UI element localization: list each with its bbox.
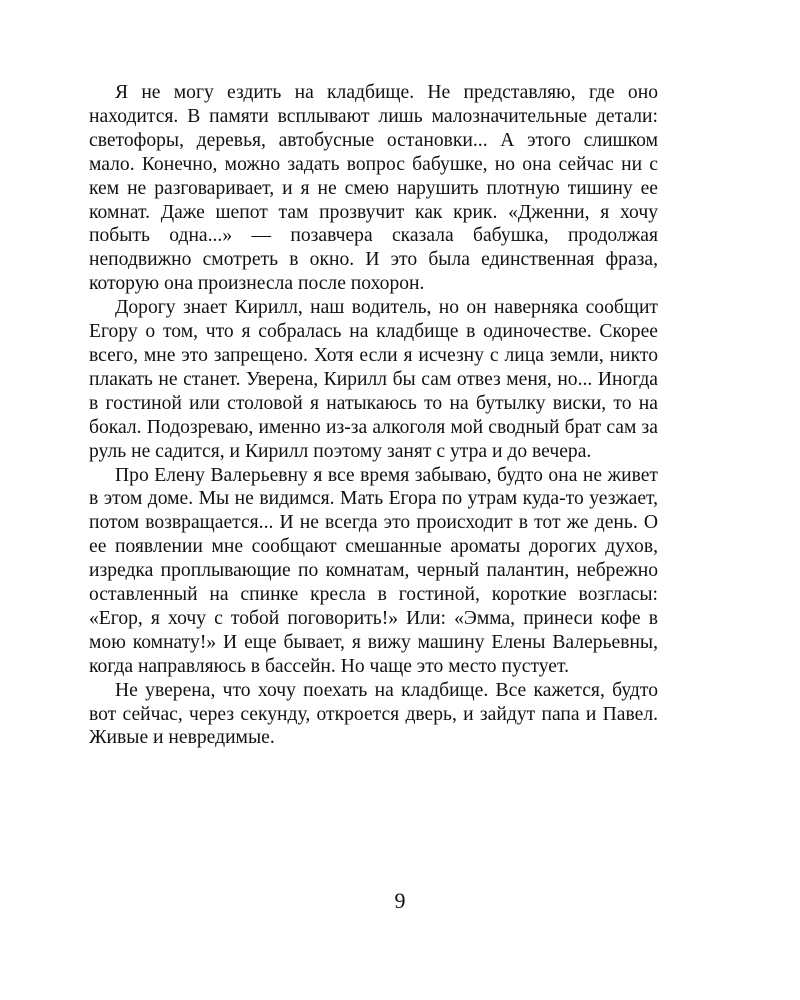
paragraph-2: Дорогу знает Кирилл, наш водитель, но он наверняка сообщит Егору о том, что я собралась на кладбище в одиночестве. Скорее всего, мне это запрещено. Хотя если я исчезну с лица земли, никто плакать не станет. Уверена, Кирилл бы сам отвез меня, но... Иногда в гостиной или столовой я натыкаюсь то на бутылку виски, то на бокал. Подозреваю, именно из-за алкоголя мой сводный брат сам за руль не садится, и Кирилл поэтому занят с утра и до вечера.	[89, 297, 658, 462]
page-number: 9	[394, 888, 406, 913]
paragraph-3: Про Елену Валерьевну я все время забываю, будто она не живет в этом доме. Мы не видимся. Мать Егора по утрам куда-то уезжает, потом возвращается... И не всегда это происходит в тот же день. О ее появлении мне сообщают смешанные ароматы дорогих духов, изредка проплывающие по комнатам, черный палантин, небрежно оставленный на спинке кресла в гостиной, короткие возгласы: «Егор, я хочу с тобой поговорить!» Или: «Эмма, принеси кофе в мою комнату!» И еще бывает, я вижу машину Елены Валерьевны, когда направляюсь в бассейн. Но чаще это место пустует.	[89, 464, 658, 677]
paragraph-1: Я не могу ездить на кладбище. Не представляю, где оно находится. В памяти всплывают лишь малозначительные детали: светофоры, деревья, автобусные остановки... А этого слишком мало. Конечно, можно задать вопрос бабушке, но она сейчас ни с кем не разговаривает, и я не смею нарушить плотную тишину ее комнат. Даже шепот там прозвучит как крик. «Дженни, я хочу побыть одна...» — позавчера сказала бабушка, продолжая неподвижно смотреть в окно. И это была единственная фраза, которую она произнесла после похорон.	[89, 82, 658, 295]
body-text	[89, 81, 658, 750]
paragraph-4: Не уверена, что хочу поехать на кладбище. Все кажется, будто вот сейчас, через секунду, откроется дверь, и зайдут папа и Павел. Живые и невредимые.	[89, 679, 658, 749]
